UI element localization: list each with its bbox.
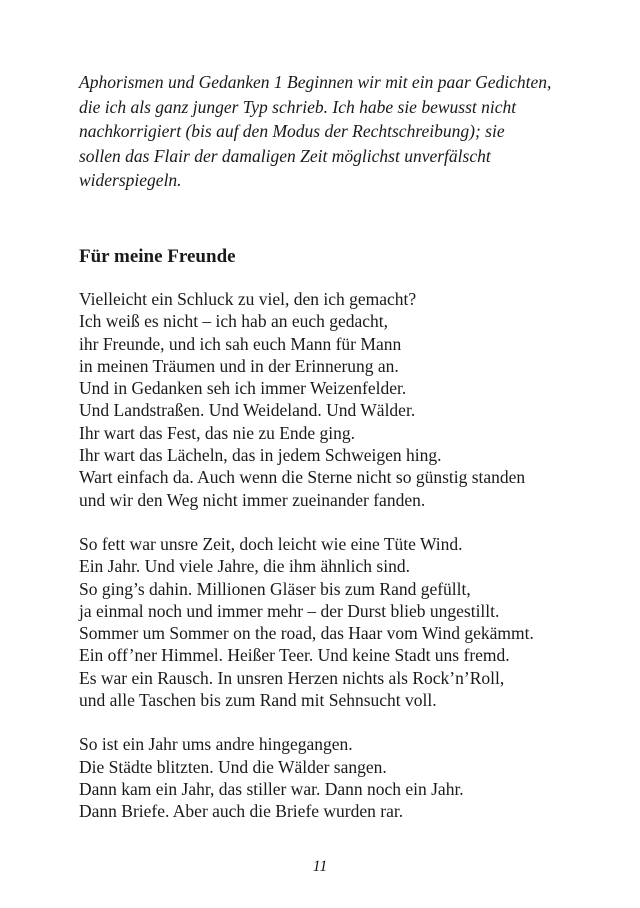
intro-paragraph [79, 70, 580, 193]
poem-body [79, 288, 599, 845]
poem-line: Und in Gedanken seh ich immer Weizenfelder. [79, 378, 407, 399]
poem-line: So ist ein Jahr ums andre hingegangen. [79, 734, 353, 755]
poem-line: Ich weiß es nicht – ich hab an euch gedacht, [79, 311, 389, 332]
intro-line: Aphorismen und Gedanken 1 Beginnen wir mit ein paar Gedichten, [79, 72, 552, 92]
poem-line: Sommer um Sommer on the road, das Haar vom Wind gekämmt. [79, 623, 534, 644]
poem-line: in meinen Träumen und in der Erinnerung an. [79, 355, 399, 376]
poem-line: So ging’s dahin. Millionen Gläser bis zum Rand gefüllt, [79, 578, 471, 599]
poem-line: Ihr wart das Fest, das nie zu Ende ging. [79, 422, 356, 443]
page-number: 11 [312, 858, 328, 875]
poem-line: ja einmal noch und immer mehr – der Durst blieb ungestillt. [79, 600, 500, 621]
poem-line: Und Landstraßen. Und Weideland. Und Wälder. [79, 400, 416, 421]
stanza-1 [79, 288, 599, 511]
intro-line: nachkorrigiert (bis auf den Modus der Rechtschreibung); sie [79, 121, 505, 141]
intro-line: widerspiegeln. [79, 170, 182, 190]
poem-line: Ihr wart das Lächeln, das in jedem Schweigen hing. [79, 445, 442, 466]
poem-line: und wir den Weg nicht immer zueinander fanden. [79, 489, 426, 510]
poem-line: So fett war unsre Zeit, doch leicht wie eine Tüte Wind. [79, 533, 463, 554]
poem-line: Die Städte blitzten. Und die Wälder sangen. [79, 756, 387, 777]
poem-line: und alle Taschen bis zum Rand mit Sehnsucht voll. [79, 690, 437, 711]
poem-line: Wart einfach da. Auch wenn die Sterne nicht so günstig standen [79, 467, 526, 488]
poem-line: Dann Briefe. Aber auch die Briefe wurden rar. [79, 801, 404, 822]
poem-line: Dann kam ein Jahr, das stiller war. Dann noch ein Jahr. [79, 778, 464, 799]
stanza-3 [79, 733, 599, 822]
poem-line: ihr Freunde, und ich sah euch Mann für Mann [79, 333, 402, 354]
poem-title: Für meine Freunde [79, 246, 236, 267]
poem-line: Vielleicht ein Schluck zu viel, den ich gemacht? [79, 289, 417, 309]
stanza-2 [79, 533, 599, 711]
poem-line: Es war ein Rausch. In unsren Herzen nichts als Rock’n’Roll, [79, 667, 505, 688]
poem-line: Ein off’ner Himmel. Heißer Teer. Und keine Stadt uns fremd. [79, 645, 510, 666]
intro-line: die ich als ganz junger Typ schrieb. Ich habe sie bewusst nicht [79, 96, 517, 117]
poem-line: Ein Jahr. Und viele Jahre, die ihm ähnlich sind. [79, 556, 410, 577]
intro-line: sollen das Flair der damaligen Zeit möglichst unverfälscht [79, 145, 491, 166]
